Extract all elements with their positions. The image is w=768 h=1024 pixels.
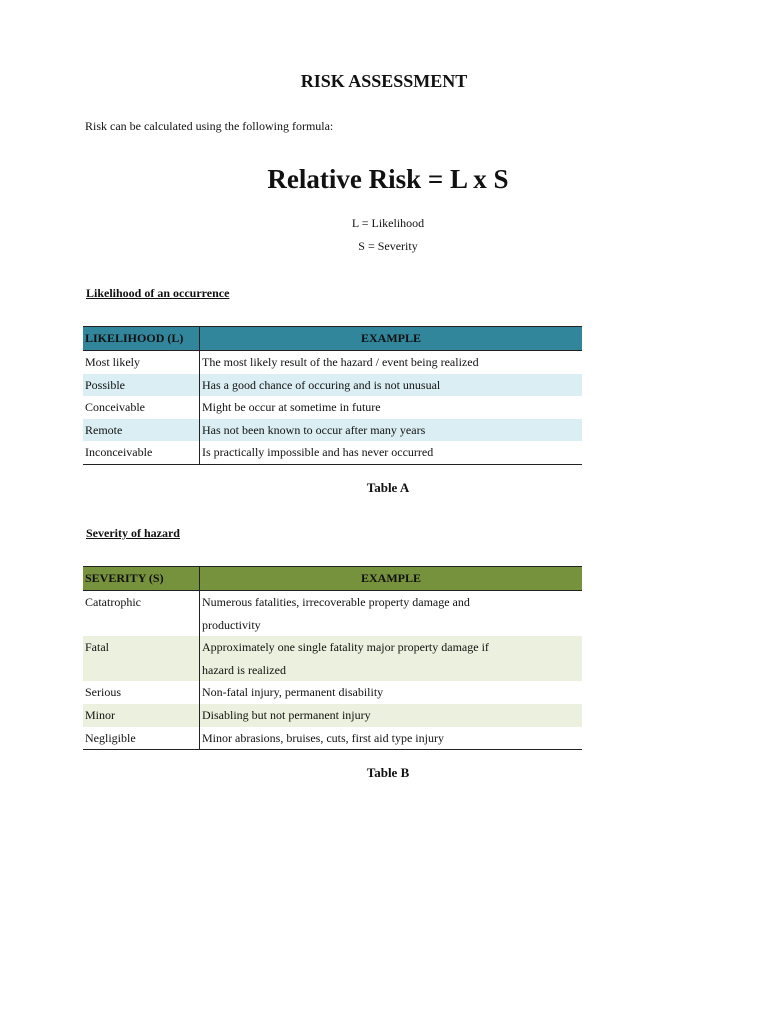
likelihood-cell: Inconceivable [83, 441, 200, 464]
example-cell: Has not been known to occur after many years [200, 419, 583, 442]
table-row [83, 351, 582, 374]
severity-cell-blank [83, 614, 200, 637]
example-cell: Numerous fatalities, irrecoverable property damage and [202, 595, 470, 609]
table-row [83, 441, 582, 464]
definition-severity: S = Severity [358, 239, 418, 253]
severity-cell: Negligible [83, 727, 200, 750]
table-header-row [83, 327, 582, 351]
table-row [83, 704, 582, 727]
severity-cell-blank [83, 659, 200, 682]
table-a-caption: Table A [366, 480, 410, 495]
header-example: EXAMPLE [200, 567, 583, 591]
likelihood-cell: Remote [83, 419, 200, 442]
table-row [83, 614, 582, 637]
example-cell: Approximately one single fatality major property damage if [200, 636, 583, 659]
severity-cell: Fatal [83, 636, 200, 659]
table-row [83, 636, 582, 659]
example-cell: Has a good chance of occuring and is not unusual [200, 374, 583, 397]
severity-cell: Minor [83, 704, 200, 727]
likelihood-cell: Most likely [83, 351, 200, 374]
table-b-caption: Table B [366, 765, 410, 780]
example-cell-continued: hazard is realized [200, 659, 583, 682]
likelihood-heading: Likelihood of an occurrence [86, 286, 230, 300]
likelihood-cell: Possible [83, 374, 200, 397]
severity-table [83, 566, 582, 750]
header-likelihood: LIKELIHOOD (L) [83, 327, 200, 351]
likelihood-table [83, 326, 582, 465]
table-header-row [83, 567, 582, 591]
example-cell: Might be occur at sometime in future [202, 400, 381, 415]
example-cell-continued: productivity [202, 617, 261, 632]
header-severity: SEVERITY (S) [83, 567, 200, 591]
table-row [83, 419, 582, 442]
table-row [83, 591, 582, 614]
example-cell: Disabling but not permanent injury [200, 704, 583, 727]
severity-cell: Serious [83, 681, 200, 704]
example-cell: Minor abrasions, bruises, cuts, first aid type injury [200, 727, 583, 750]
severity-cell: Catatrophic [83, 591, 200, 614]
example-cell: The most likely result of the hazard / event being realized [202, 355, 479, 369]
risk-formula: Relative Risk = L x S [267, 164, 509, 194]
header-example: EXAMPLE [200, 327, 583, 351]
table-row [83, 681, 582, 704]
page-title: RISK ASSESSMENT [300, 71, 468, 91]
example-cell: Non-fatal injury, permanent disability [202, 685, 384, 700]
intro-text: Risk can be calculated using the following formula: [85, 119, 334, 133]
likelihood-cell: Conceivable [83, 396, 200, 419]
table-row [83, 396, 582, 419]
table-row [83, 659, 582, 682]
definition-likelihood: L = Likelihood [351, 216, 425, 230]
table-row [83, 727, 582, 750]
severity-heading: Severity of hazard [86, 526, 180, 540]
table-row [83, 374, 582, 397]
example-cell: Is practically impossible and has never occurred [200, 441, 583, 464]
